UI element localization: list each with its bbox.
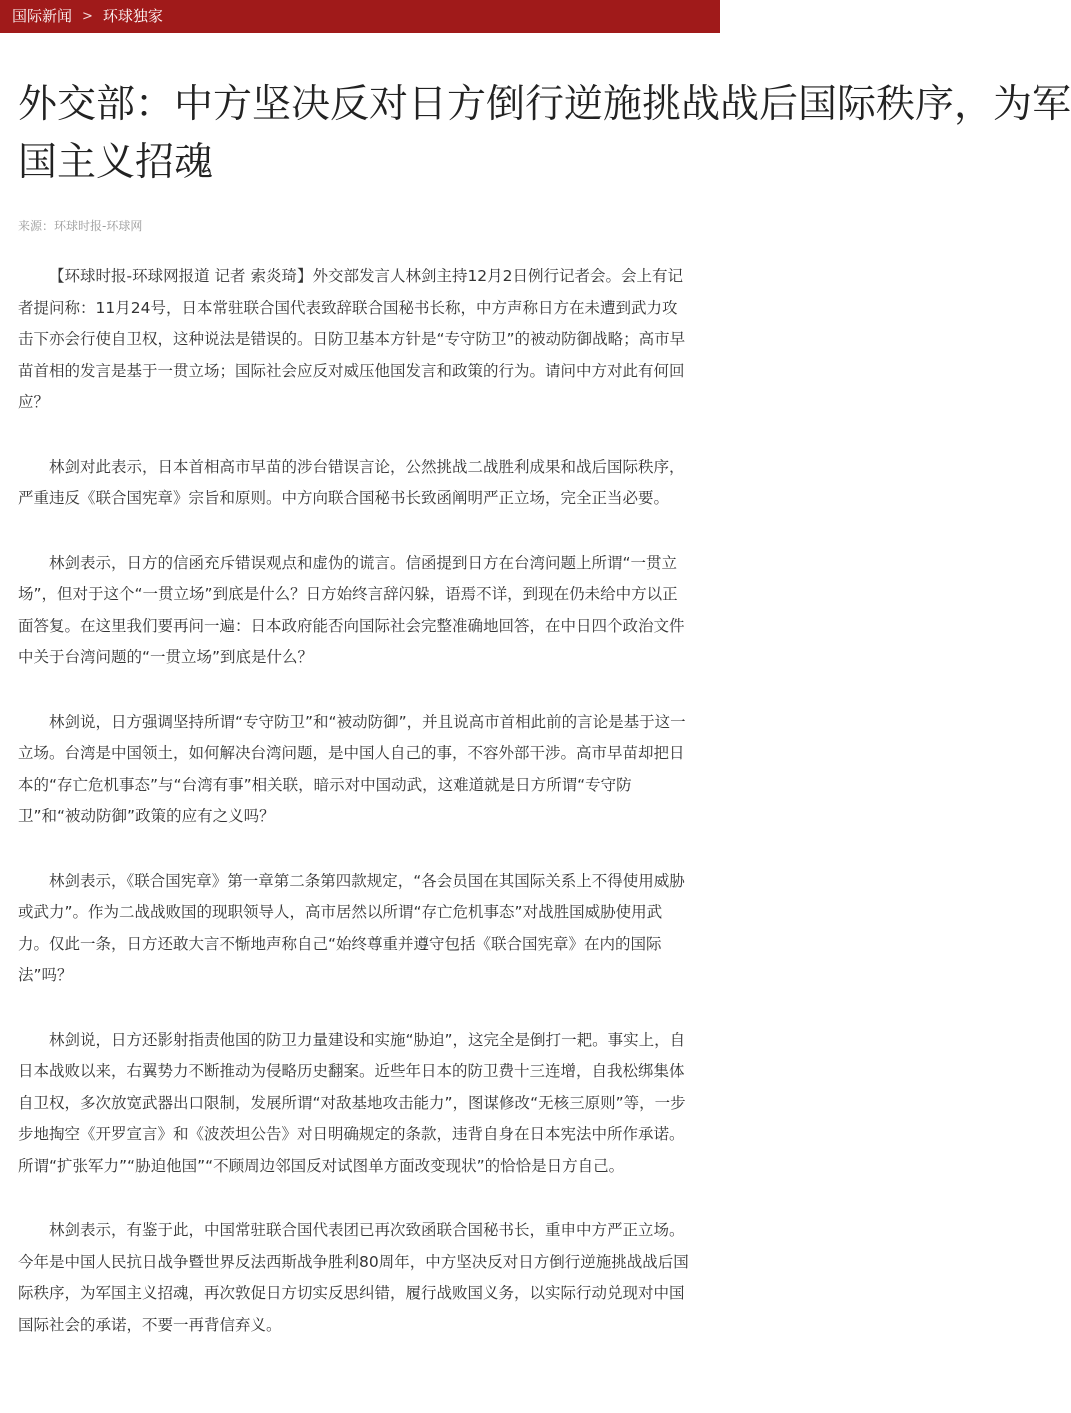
breadcrumb-subsection-link[interactable]: 环球独家 [102,7,163,25]
article-paragraph-1: 【环球时报-环球网报道 记者 索炎琦】外交部发言人林剑主持12月2日例行记者会。会上有记者提问称：11月24号，日本常驻联合国代表致辞联合国秘书长称，中方声称日方在未遭到武力攻击下亦会行使自卫权，这种说法是错误的。日防卫基本方针是“专守防卫”的被动防御战略；高市早苗首相的发言是基于一贯立场；国际社会应反对威压他国发言和政策的行为。请问中方对此有何回应？ [18,267,686,411]
breadcrumb-section-link[interactable]: 国际新闻 [12,7,73,25]
top-nav-bar [0,0,720,33]
article-paragraph-5: 林剑表示，《联合国宪章》第一章第二条第四款规定，“各会员国在其国际关系上不得使用威胁或武力”。作为二战战败国的现职领导人，高市居然以所谓“存亡危机事态”对战胜国威胁使用武力。仅此一条，日方还敢大言不惭地声称自己“始终尊重并遵守包括《联合国宪章》在内的国际法”吗？ [18,871,685,984]
article-title-line-2: 国主义招魂 [18,140,214,185]
article-paragraph-4: 林剑说，日方强调坚持所谓“专守防卫”和“被动防御”，并且说高市首相此前的言论是基于这一立场。台湾是中国领土，如何解决台湾问题，是中国人自己的事，不容外部干涉。高市早苗却把日本的“存亡危机事态”与“台湾有事”相关联，暗示对中国动武，这难道就是日方所谓“专守防卫”和“被动防御”政策的应有之义吗？ [18,712,686,825]
article-paragraph-3: 林剑表示，日方的信函充斥错误观点和虚伪的谎言。信函提到日方在台湾问题上所谓“一贯立场”，但对于这个“一贯立场”到底是什么？日方始终言辞闪躲，语焉不详，到现在仍未给中方以正面答复。在这里我们要再问一遍：日本政府能否向国际社会完整准确地回答，在中日四个政治文件中关于台湾问题的“一贯立场”到底是什么？ [18,553,685,666]
article-title-line-1: 外交部：中方坚决反对日方倒行逆施挑战战后国际秩序，为军 [18,82,1071,127]
breadcrumb-separator-icon: > [82,9,93,24]
article-body [18,261,690,1374]
article-title [18,76,1071,192]
article-source: 来源：环球时报-环球网 [18,219,143,233]
article-paragraph-6: 林剑说，日方还影射指责他国的防卫力量建设和实施“胁迫”，这完全是倒打一耙。事实上，自日本战败以来，右翼势力不断推动为侵略历史翻案。近些年日本的防卫费十三连增，自我松绑集体自卫权，多次放宽武器出口限制，发展所谓“对敌基地攻击能力”，图谋修改“无核三原则”等，一步步地掏空《开罗宣言》和《波茨坦公告》对日明确规定的条款，违背自身在日本宪法中所作承诺。所谓“扩张军力”“胁迫他国”“不顾周边邻国反对试图单方面改变现状”的恰恰是日方自己。 [18,1030,686,1175]
article-paragraph-2: 林剑对此表示，日本首相高市早苗的涉台错误言论，公然挑战二战胜利成果和战后国际秩序，严重违反《联合国宪章》宗旨和原则。中方向联合国秘书长致函阐明严正立场，完全正当必要。 [18,457,685,507]
article-paragraph-7: 林剑表示，有鉴于此，中国常驻联合国代表团已再次致函联合国秘书长，重申中方严正立场。今年是中国人民抗日战争暨世界反法西斯战争胜利80周年，中方坚决反对日方倒行逆施挑战战后国际秩序，为军国主义招魂，再次敦促日方切实反思纠错，履行战败国义务，以实际行动兑现对中国国际社会的承诺，不要一再背信弃义。 [18,1221,689,1334]
